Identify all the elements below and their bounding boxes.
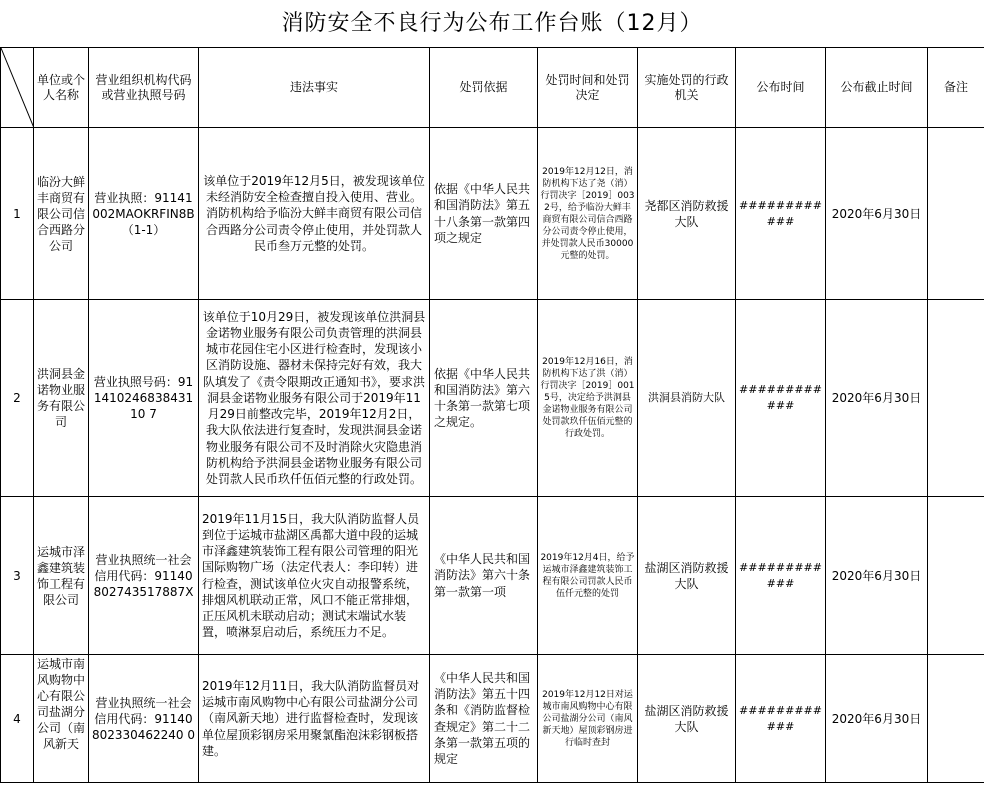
row-number: 2 [1, 300, 34, 497]
table-row [1, 655, 984, 783]
header-row [1, 48, 984, 128]
publish-deadline: 2020年6月30日 [826, 497, 928, 655]
unit-name: 临汾大鲜丰商贸有限公司信合西路分公司 [34, 128, 89, 300]
penalty-basis: 《中华人民共和国消防法》第六十条第一款第一项 [430, 497, 538, 655]
enforcement-agency: 盐湖区消防救援大队 [638, 655, 736, 783]
license-code: 营业执照号码：91141024683843110 7 [89, 300, 199, 497]
publish-deadline: 2020年6月30日 [826, 300, 928, 497]
penalty-decision: 2019年12月12日对运城市南风购物中心有限公司盐湖分公司（南风新天地）屋顶彩钢房进行临时查封 [538, 655, 638, 783]
enforcement-agency: 盐湖区消防救援大队 [638, 497, 736, 655]
license-code: 营业执照统一社会信用代码：91140802330462240 0 [89, 655, 199, 783]
table-row [1, 300, 984, 497]
header-publish: 公布时间 [736, 48, 826, 128]
publish-deadline: 2020年6月30日 [826, 128, 928, 300]
unit-name: 运城市南风购物中心有限公司盐湖分公司（南风新天 [34, 655, 89, 783]
table-row [1, 128, 984, 300]
diagonal-line [1, 48, 34, 128]
header-decision: 处罚时间和处罚决定 [538, 48, 638, 128]
header-agency: 实施处罚的行政机关 [638, 48, 736, 128]
remark [928, 300, 984, 497]
remark [928, 655, 984, 783]
penalty-basis: 依据《中华人民共和国消防法》第六十条第一款第七项之规定。 [430, 300, 538, 497]
unit-name: 运城市泽鑫建筑装饰工程有限公司 [34, 497, 89, 655]
header-code: 营业组织机构代码或营业执照号码 [89, 48, 199, 128]
penalty-decision: 2019年12月12日，消防机构下达了尧（消）行罚决字［2019］0032号，给予临汾大鲜丰商贸有限公司信合西路分公司责令停止使用，并处罚款人民币30000元整的处罚。 [538, 128, 638, 300]
header-name: 单位或个人名称 [34, 48, 89, 128]
publish-time: ############ [736, 655, 826, 783]
violation-fact: 2019年12月11日，我大队消防监督员对运城市南风购物中心有限公司盐湖分公司（南风新天地）进行监督检查时，发现该单位屋顶彩钢房采用聚氯酯泡沫彩钢板搭建。 [199, 655, 430, 783]
violation-fact: 该单位于2019年12月5日，被发现该单位未经消防安全检查擅自投入使用、营业。消防机构给予临汾大鲜丰商贸有限公司信合西路分公司责令停止使用，并处罚款人民币叁万元整的处罚。 [199, 128, 430, 300]
diagonal-header-cell [1, 48, 34, 128]
publish-time: ############ [736, 300, 826, 497]
penalty-basis: 《中华人民共和国消防法》第五十四条和《消防监督检查规定》第二十二条第一款第五项的规定 [430, 655, 538, 783]
row-number: 4 [1, 655, 34, 783]
penalty-basis: 依据《中华人民共和国消防法》第五十八条第一款第四项之规定 [430, 128, 538, 300]
remark [928, 497, 984, 655]
license-code: 营业执照：91141002MAOKRFIN8B（1-1） [89, 128, 199, 300]
row-number: 3 [1, 497, 34, 655]
violation-fact: 该单位于10月29日，被发现该单位洪洞县金诺物业服务有限公司负责管理的洪洞县城市花园住宅小区进行检查时，发现该小区消防设施、器材未保持完好有效，我大队填发了《责令限期改正通知书》，要求洪洞县金诺物业服务有限公司于2019年11月29日前整改完毕，2019年12月2日，我大队依法进行复查时，发现洪洞县金诺物业服务有限公司不及时消除火灾隐患消防机构给予洪洞县金诺物业服务有限公司处罚款人民币玖仟伍佰元整的行政处罚。 [199, 300, 430, 497]
header-basis: 处罚依据 [430, 48, 538, 128]
page-title: 消防安全不良行为公布工作台账（12月） [281, 11, 703, 36]
violation-fact: 2019年11月15日，我大队消防监督人员到位于运城市盐湖区禹都大道中段的运城市泽鑫建筑装饰工程有限公司管理的阳光国际购物广场（法定代表人：李印转）进行检查，测试该单位火灾自动报警系统，排烟风机联动正常，风口不能正常排烟，正压风机未联动启动；测试末端试水装置，喷淋泵启动后，系统压力不足。 [199, 497, 430, 655]
remark [928, 128, 984, 300]
enforcement-agency: 尧都区消防救援大队 [638, 128, 736, 300]
row-number: 1 [1, 128, 34, 300]
penalty-decision: 2019年12月4日，给予运城市泽鑫建筑装饰工程有限公司罚款人民币伍仟元整的处罚 [538, 497, 638, 655]
penalty-decision: 2019年12月16日，消防机构下达了洪（消）行罚决字［2019］0015号，决定给予洪洞县金诺物业服务有限公司处罚款玖仟伍佰元整的行政处罚。 [538, 300, 638, 497]
header-deadline: 公布截止时间 [826, 48, 928, 128]
table-row [1, 497, 984, 655]
publish-deadline: 2020年6月30日 [826, 655, 928, 783]
violation-ledger-table [0, 47, 984, 783]
header-fact: 违法事实 [199, 48, 430, 128]
unit-name: 洪洞县金诺物业服务有限公司 [34, 300, 89, 497]
license-code: 营业执照统一社会信用代码：91140802743517887X [89, 497, 199, 655]
enforcement-agency: 洪洞县消防大队 [638, 300, 736, 497]
publish-time: ############ [736, 497, 826, 655]
header-remark: 备注 [928, 48, 984, 128]
publish-time: ############ [736, 128, 826, 300]
